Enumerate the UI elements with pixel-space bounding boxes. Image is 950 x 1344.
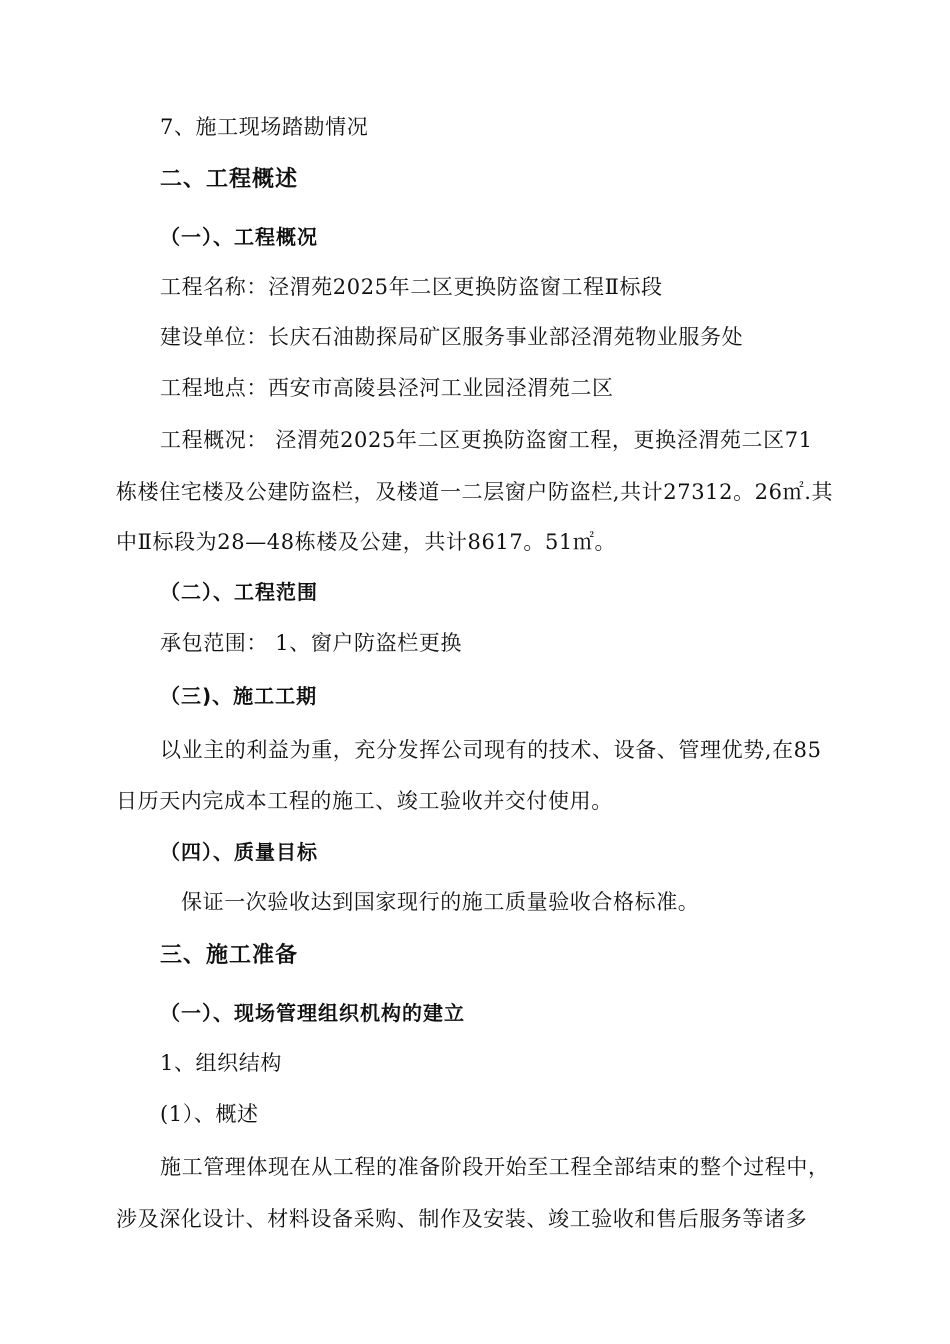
paragraph-line-2: 涉及深化设计、材料设备采购、制作及安装、竣工验收和售后服务等诸多 <box>116 1207 808 1231</box>
subsection-heading-period: （三)、施工工期 <box>160 684 318 708</box>
scope-line: 承包范围： 1、窗户防盗栏更换 <box>160 631 463 655</box>
list-item-org-structure: 1、组织结构 <box>160 1051 282 1075</box>
builder-line: 建设单位：长庆石油勘探局矿区服务事业部泾渭苑物业服务处 <box>160 325 744 349</box>
overview-line-2: 栋楼住宅楼及公建防盗栏，及楼道一二层窗户防盗栏,共计27312。26㎡.其 <box>116 480 834 504</box>
overview-line-3: 中Ⅱ标段为28—48栋楼及公建，共计8617。51㎡。 <box>116 530 617 554</box>
section-heading-3: 三、施工准备 <box>160 943 299 968</box>
list-item-7: 7、施工现场踏勘情况 <box>160 115 369 139</box>
project-name-line: 工程名称：泾渭苑2025年二区更换防盗窗工程Ⅱ标段 <box>160 275 663 299</box>
subsection-heading-overview: （一）、工程概况 <box>160 225 318 249</box>
quality-line: 保证一次验收达到国家现行的施工质量验收合格标准。 <box>181 890 700 914</box>
location-line: 工程地点：西安市高陵县泾河工业园泾渭苑二区 <box>160 376 614 400</box>
subsection-heading-scope: （二）、工程范围 <box>160 580 318 604</box>
subsection-heading-organization: （一）、现场管理组织机构的建立 <box>160 1001 465 1025</box>
overview-line-1: 工程概况： 泾渭苑2025年二区更换防盗窗工程，更换泾渭苑二区71 <box>160 428 813 452</box>
paragraph-line-1: 施工管理体现在从工程的准备阶段开始至工程全部结束的整个过程中， <box>160 1155 830 1179</box>
subsection-heading-quality: （四）、质量目标 <box>160 840 318 864</box>
list-item-summary: (1）、概述 <box>160 1102 259 1126</box>
period-line-2: 日历天内完成本工程的施工、竣工验收并交付使用。 <box>116 789 613 813</box>
period-line-1: 以业主的利益为重，充分发挥公司现有的技术、设备、管理优势,在85 <box>160 738 822 762</box>
section-heading-2: 二、工程概述 <box>160 167 299 192</box>
